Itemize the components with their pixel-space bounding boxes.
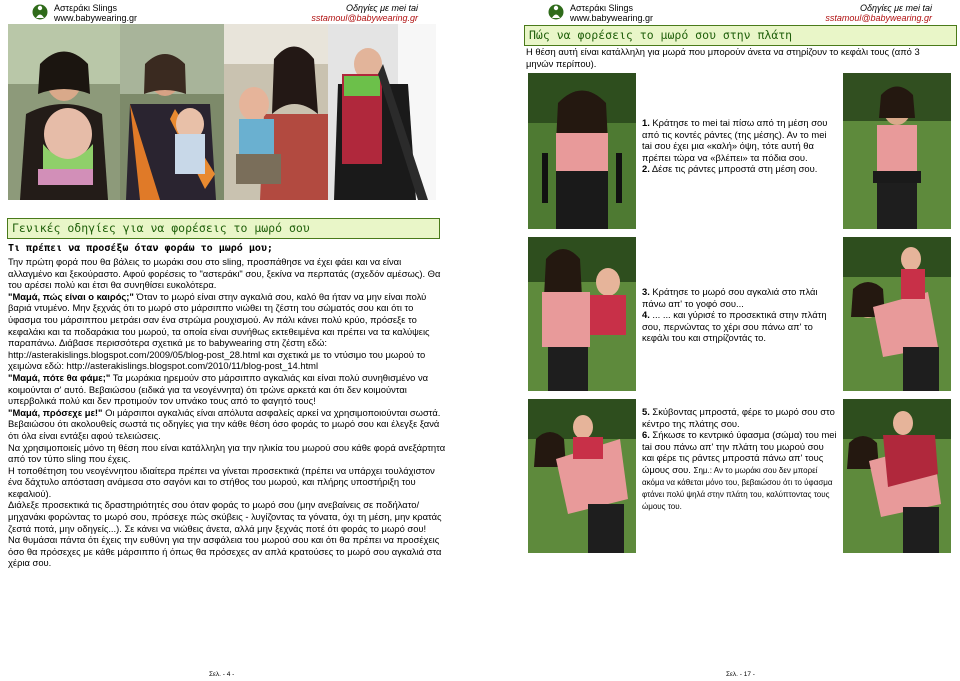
- steps-1-2-text: [642, 117, 837, 175]
- header-right: [825, 3, 932, 23]
- photo-step-1-hold-mei-tai: [528, 73, 636, 229]
- page-number-right: Σελ. - 17 -: [726, 671, 755, 678]
- step-6-note: Σημ.: Αν το μωράκι σου δεν μπορεί ακόμα να κάθεται μόνο του, βεβαιώσου ότι το ύφασμα φτάνει πολύ ψηλά στην πλάτη του, καλύπτοντας τους ώμους του.: [642, 465, 833, 511]
- photo-step-3-hip-hold: [528, 237, 636, 391]
- guideline-paragraph-responsibility: Να θυμάσαι πάντα ότι έχεις την ευθύνη για την ασφάλεια του μωρού σου και ότι θα πρέπει να προσέχεις όσο θα πρόσεχες με κάθε μάρσιππο ή όπως θα πρόσεχες αν απλά κρατούσες το μωρό σου αγκαλιά στα χέρια σου.: [8, 534, 442, 569]
- step-2: 2. Δέσε τις ράντες μπροστά στη μέση σου.: [642, 163, 818, 175]
- photo-step-5-lean-forward: [528, 399, 636, 553]
- header-right: [311, 3, 418, 23]
- baby-carrier-logo-icon: [32, 2, 48, 22]
- section-title-back-carry: Πώς να φορέσεις το μωρό σου στην πλάτη: [524, 25, 957, 46]
- guideline-paragraph-weather: "Μαμά, πώς είναι ο καιρός;" Όταν το μωρό είναι στην αγκαλιά σου, καλό θα ήταν να μην είναι πολύ βαριά ντυμένο. Μην ξεχνάς ότι το μωρό στο μάρσιππο νιώθει τη ζέστη του σώματός σου και ότι το ύφασμα του μάρσιππου μετράει σαν ένα στρώμα ρουχισμού. Αν πάλι κάνει πολύ κρύο, πρόσεξε το κεφαλάκι και τα ποδαράκια του μωρού, τα οποία είναι συνήθως εκτεθειμένα και πρέπει να τα καλύψεις παραπάνω. Διάβασε περισσότερα σχετικά με το babywearing στη ζέστη εδώ: http://asterakislings.blogspot.com/2009/05/blog-post_28.html και σχετικά με το ντύσιμο του μωρού το χειμώνα εδώ: http://asterakislings.blogspot.com/2010/11/blog-post_14.html: [8, 290, 430, 372]
- guideline-paragraph-age: Να χρησιμοποιείς μόνο τη θέση που είναι κατάλληλη για την ηλικία του μωρού σου κάθε φορά ανεξάρτητα από τον τύπο sling που έχεις.: [8, 441, 446, 465]
- guideline-paragraph-activities: Διάλεξε προσεκτικά τις δραστηριότητές σου όταν φοράς το μωρό σου (μην ανεβαίνεις σε ποδήλατο/μηχανάκι φορώντας το μωρό σου, πρόσεχε πώς σκύβεις - λυγίζοντας τα γόνατα, όχι τη μέση, μην κρατάς ζεστά ποτά, μην οδηγείς...). Σε κάνει να νιώθεις άνετα, αλλά μην ξεχνάς ποτέ ότι φοράς το μωρό σου!: [8, 499, 442, 534]
- photo-step-6-pull-up-panel: [843, 399, 951, 553]
- brand-url: www.babywearing.gr: [54, 13, 138, 23]
- photo-step-2-tie-waist: [843, 73, 951, 229]
- subheading-what-to-watch: Τι πρέπει να προσέξω όταν φοράω το μωρό μου;: [8, 243, 273, 254]
- steps-3-4-text: [642, 286, 837, 344]
- guide-title: Οδηγίες με mei tai: [346, 3, 418, 13]
- step-5: 5. Σκύβοντας μπροστά, φέρε το μωρό σου στο κέντρο της πλάτης σου.: [642, 406, 835, 429]
- guideline-paragraph-safety: "Μαμά, πρόσεχε με!" Οι μάρσιποι αγκαλιάς είναι απόλυτα ασφαλείς αρκεί να χρησιμοποιούνται σωστά. Βεβαιώσου ότι ακολουθείς σωστά τις οδηγίες για την κάθε θέση όσο φοράς το μωρό σου και έλεγξε ξανά ότι όλα είναι εντάξει αφού τελειώσεις.: [8, 406, 441, 441]
- right-page: [480, 0, 960, 681]
- brand-name: Αστεράκι Slings: [570, 3, 633, 13]
- step-3: 3. Κράτησε το μωρό σου αγκαλιά στο πλάι πάνω απ' το γοφό σου...: [642, 286, 818, 309]
- photo-mother-front-carry-2: [120, 24, 224, 200]
- back-carry-intro: Η θέση αυτή είναι κατάλληλη για μωρά που μπορούν άνετα να στηρίζουν το κεφάλι τους (από 3 μηνών περίπου).: [526, 46, 920, 69]
- steps-5-6-text: [642, 406, 837, 512]
- guidelines-body: [8, 256, 448, 569]
- photo-mother-hip-carry: [224, 24, 328, 200]
- photo-man-front-carry: [328, 24, 436, 200]
- step-1: 1. Κράτησε το mei tai πίσω από τη μέση σου από τις κοντές ράντες (της μέσης). Αν το mei tai σου έχει μια «καλή» όψη, τότε αυτή θα πρέπει τώρα να «βλέπει» τα πόδια σου.: [642, 117, 828, 163]
- brand-name: Αστεράκι Slings: [54, 3, 117, 13]
- photo-step-4-turn-to-back: [843, 237, 951, 391]
- step-4: 4. ... ... και γύρισέ το προσεκτικά στην πλάτη σου, περνώντας το χέρι σου πάνω απ' το κεφάλι του και στηρίζοντάς το.: [642, 309, 827, 344]
- guideline-paragraph-1: Την πρώτη φορά που θα βάλεις το μωράκι σου στο sling, προσπάθησε να έχει φάει και να είναι αλλαγμένο και ξεκούραστο. Αφού φορέσεις το "αστεράκι" σου, ξεκίνα να περπατάς (σχεδόν αμέσως). Θα του αρέσει πολύ και έτσι θα συνηθίσει ευκολότερα.: [8, 256, 441, 291]
- guide-title: Οδηγίες με mei tai: [860, 3, 932, 13]
- section-title-general-guidelines: Γενικές οδηγίες για να φορέσεις το μωρό σου: [7, 218, 440, 239]
- brand-url: www.babywearing.gr: [570, 13, 654, 23]
- photo-mother-front-carry-1: [8, 24, 120, 200]
- step-6: 6. Σήκωσε το κεντρικό ύφασμα (σώμα) του mei tai σου πάνω απ' την πλάτη του μωρού σου και φέρε τις ράντες μπροστά πάνω απ' τους ώμους σου. Σημ.: Αν το μωράκι σου δεν μπορεί ακόμα να κάθεται μόνο του, βεβαιώσου ότι το ύφασμα φτάνει πολύ ψηλά στην πλάτη του, καλύπτοντας τους ώμους του.: [642, 429, 837, 511]
- header-email[interactable]: sstamoul@babywearing.gr: [825, 13, 932, 23]
- guideline-paragraph-feeding: "Μαμά, πότε θα φάμε;" Τα μωράκια ηρεμούν στο μάρσιππο αγκαλιάς και είναι πολύ συνηθισμένο να κοιμούνται σ' αυτό. Βεβαιώσου (ειδικά για τα νεογέννητα) ότι τρώνε αρκετά και ότι δεν κοιμούνται υπερβολικά πολύ και δεν προτιμούν τον υπνάκο τους από το φαγητό τους!: [8, 371, 429, 407]
- guideline-paragraph-newborn: Η τοποθέτηση του νεογέννητου ιδιαίτερα πρέπει να γίνεται προσεκτικά (πρέπει να υπάρχει τουλάχιστον ένα δάχτυλο απόσταση ανάμεσα στο σαγόνι και το στήθος του μωρού, και πλήρης υποστήριξη του κεφαλιού).: [8, 464, 435, 499]
- baby-carrier-logo-icon: [548, 2, 564, 22]
- header-email[interactable]: sstamoul@babywearing.gr: [311, 13, 418, 23]
- page-number-left: Σελ. - 4 -: [209, 671, 235, 678]
